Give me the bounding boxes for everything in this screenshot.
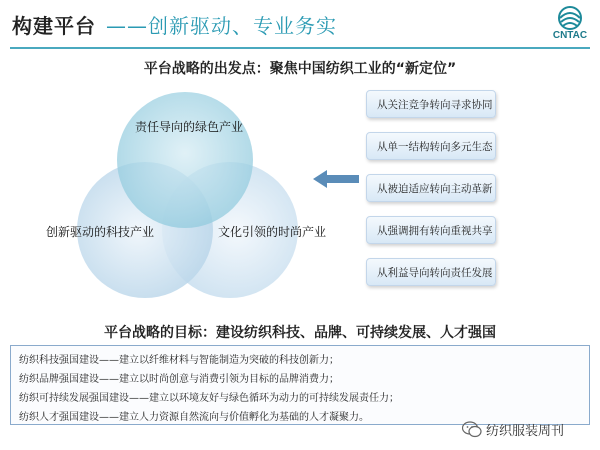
cntac-logo-icon bbox=[546, 4, 594, 48]
strategy-item: 从强调拥有转向重视共享 bbox=[366, 216, 496, 244]
title-divider bbox=[10, 47, 590, 49]
goal-line: 纺织人才强国建设——建立人力资源自然流向与价值孵化为基础的人才凝聚力。 bbox=[19, 412, 369, 423]
page-subtitle: ——创新驱动、专业务实 bbox=[106, 14, 337, 38]
left-arrow-icon bbox=[313, 170, 359, 188]
venn-label-green-industry: 责任导向的绿色产业 bbox=[135, 120, 244, 134]
strategy-item: 从关注竞争转向寻求协同 bbox=[366, 90, 496, 118]
venn-diagram bbox=[30, 85, 350, 300]
goal-line: 纺织科技强国建设——建立以纤维材料与智能制造为突破的科技创新力； bbox=[19, 355, 339, 366]
section-heading-goals: 平台战略的目标：建设纺织科技、品牌、可持续发展、人才强国 bbox=[104, 325, 496, 341]
strategy-item: 从单一结构转向多元生态 bbox=[366, 132, 496, 160]
goal-line: 纺织品牌强国建设——建立以时尚创意与消费引领为目标的品牌消费力； bbox=[19, 374, 339, 385]
section-heading-starting-point: 平台战略的出发点：聚焦中国纺织工业的“新定位” bbox=[143, 61, 457, 77]
circle-top bbox=[117, 92, 253, 228]
strategy-item: 从利益导向转向责任发展 bbox=[366, 258, 496, 286]
goal-line: 纺织可持续发展强国建设——建立以环境友好与绿色循环为动力的可持续发展责任力； bbox=[19, 393, 399, 404]
logo-text: CNTAC bbox=[552, 30, 588, 41]
watermark-text: 纺织服装周刊 bbox=[486, 424, 565, 439]
page-title: 构建平台 bbox=[12, 14, 96, 38]
venn-label-tech-industry: 创新驱动的科技产业 bbox=[46, 225, 155, 239]
watermark bbox=[462, 420, 564, 439]
strategy-item: 从被迫适应转向主动革新 bbox=[366, 174, 496, 202]
venn-label-fashion-industry: 文化引领的时尚产业 bbox=[218, 225, 327, 239]
goals-box bbox=[10, 345, 590, 425]
title-bar bbox=[0, 0, 600, 50]
wechat-icon bbox=[462, 421, 482, 438]
